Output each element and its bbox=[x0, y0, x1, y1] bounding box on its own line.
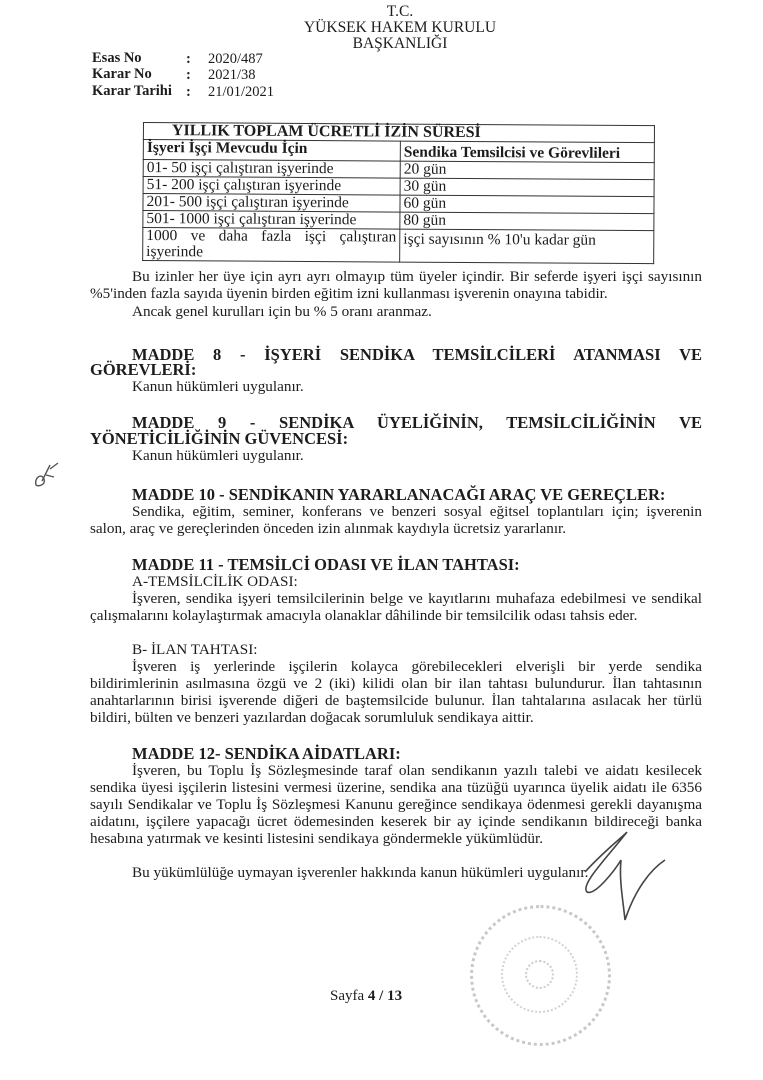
madde8-body: Kanun hükümleri uygulanır. bbox=[132, 378, 304, 395]
leave-note-paragraph: Bu izinler her üye için ayrı ayrı olmayıp tüm üyeler içindir. Bir seferde işyeri işçi sayısının %5'inden fazla sayıda üyenin birden eğitim izni kullanması işverenin onayına tabidir. bbox=[90, 268, 702, 302]
esas-no-label: Esas No bbox=[92, 50, 142, 66]
table-cell-days: 60 gün bbox=[400, 195, 654, 214]
leave-note-exception: Ancak genel kurulları için bu % 5 oranı aranmaz. bbox=[132, 303, 432, 320]
karar-no-label: Karar No bbox=[92, 66, 152, 82]
madde12-heading: MADDE 12- SENDİKA AİDATLARI: bbox=[132, 744, 401, 763]
table-cell-workers-line1: 1000 ve daha fazla işçi çalıştıran bbox=[146, 227, 397, 246]
madde8-heading-line1: MADDE 8 - İŞYERİ SENDİKA TEMSİLCİLERİ ATANMASI VE bbox=[132, 345, 702, 364]
madde11-sub-b: B- İLAN TAHTASI: bbox=[132, 641, 258, 658]
table-cell-workers-line2: işyerinde bbox=[146, 243, 204, 261]
table-cell-workers: 01- 50 işçi çalıştıran işyerinde bbox=[143, 160, 400, 179]
table-title: YILLIK TOPLAM ÜCRETLİ İZİN SÜRESİ bbox=[143, 123, 654, 143]
margin-initials-icon bbox=[28, 455, 68, 495]
table-cell-days: 80 gün bbox=[400, 212, 654, 231]
madde9-body: Kanun hükümleri uygulanır. bbox=[132, 447, 304, 464]
header-department: BAŞKANLIĞI bbox=[352, 35, 448, 52]
header-tc: T.C. bbox=[386, 3, 414, 20]
table-col1-header: İşyeri İşçi Mevcudu İçin bbox=[143, 140, 400, 162]
madde11-body-b: İşveren iş yerlerinde işçilerin kolayca görebilecekleri elverişli bir yerde sendika bildirimlerinin asılmasına özgü ve 2 (iki) kilidi olan bir ilan tahtası bulundurur. İlan tahtasının anahtarlarının birisi işverende diğeri de baştemsilcide bulunur. İlan tahtalarına asılacak her türlü bildiri, bülten ve benzeri yazılardan doğacak sorumluluk sendikaya aittir. bbox=[90, 658, 702, 726]
page-number: 4 / 13 bbox=[367, 988, 403, 1004]
table-row bbox=[143, 228, 654, 264]
table-col2-header: Sendika Temsilcisi ve Görevlileri bbox=[400, 141, 654, 163]
stamp-core-ring bbox=[525, 960, 554, 989]
madde12-body2: Bu yükümlülüğe uymayan işverenler hakkında kanun hükümleri uygulanır. bbox=[132, 864, 589, 881]
madde10-body: Sendika, eğitim, seminer, konferans ve benzeri sosyal eğitsel toplantıları için; işverenin salon, araç ve gereçlerinden önceden izin alınmak kaydıyla ücretsiz yararlanır. bbox=[90, 503, 702, 537]
karar-tarihi-label: Karar Tarihi bbox=[92, 83, 172, 99]
table-cell-days: 20 gün bbox=[400, 161, 654, 180]
table-cell-days: işçi sayısının % 10'u kadar gün bbox=[400, 229, 654, 264]
official-stamp-icon bbox=[470, 905, 611, 1046]
karar-no-value: 2021/38 bbox=[208, 67, 256, 83]
madde10-heading: MADDE 10 - SENDİKANIN YARARLANACAĞI ARAÇ VE GEREÇLER: bbox=[132, 485, 666, 504]
karar-tarihi-sep: : bbox=[186, 84, 191, 100]
table-cell-workers: 51- 200 işçi çalıştıran işyerinde bbox=[143, 177, 400, 196]
madde11-sub-a: A-TEMSİLCİLİK ODASI: bbox=[132, 573, 298, 590]
leave-duration-table bbox=[142, 122, 655, 264]
madde9-heading-line2: YÖNETİCİLİĞİNİN GÜVENCESİ: bbox=[90, 429, 349, 448]
karar-tarihi-value: 21/01/2021 bbox=[208, 84, 275, 100]
table-cell-workers bbox=[143, 228, 400, 263]
esas-no-sep: : bbox=[186, 51, 191, 67]
table-cell-workers: 201- 500 işçi çalıştıran işyerinde bbox=[143, 194, 400, 213]
madde11-heading: MADDE 11 - TEMSİLCİ ODASI VE İLAN TAHTASI: bbox=[132, 555, 520, 574]
karar-no-sep: : bbox=[186, 67, 191, 83]
madde11-body-a: İşveren, sendika işyeri temsilcilerinin belge ve kayıtlarını muhafaza edebilmesi ve sendikal çalışmalarını kolaylaştırmak amacıyla olanaklar dâhilinde bir temsilcilik odası tahsis eder. bbox=[90, 590, 702, 624]
madde8-heading-line2: GÖREVLERİ: bbox=[90, 360, 197, 379]
table-cell-workers: 501- 1000 işçi çalıştıran işyerinde bbox=[143, 211, 400, 230]
page-label: Sayfa bbox=[330, 988, 365, 1004]
madde9-heading-line1: MADDE 9 - SENDİKA ÜYELİĞİNİN, TEMSİLCİLİĞİNİN VE bbox=[132, 413, 702, 432]
header-institution: YÜKSEK HAKEM KURULU bbox=[303, 19, 497, 36]
page-indicator bbox=[330, 988, 402, 1005]
esas-no-value: 2020/487 bbox=[208, 51, 263, 67]
madde12-body: İşveren, bu Toplu İş Sözleşmesinde taraf olan sendikanın yazılı talebi ve aidatı kesilecek sendika üyesi işçilerin listesini vermesi üzerine, sendika ana tüzüğü uyarınca üyelik aidatı ile 6356 sayılı Sendikalar ve Toplu İş Sözleşmesi Kanunu gereğince sendikaya ödenmesi gerekli dayanışma aidatını, işçilere yapacağı ücret ödemesinden keserek bir ay içinde sendikanın bildireceği banka hesabına yatırmak ve kesinti listesini sendikaya göndermekle yükümlüdür. bbox=[90, 762, 702, 847]
table-cell-days: 30 gün bbox=[400, 178, 654, 197]
